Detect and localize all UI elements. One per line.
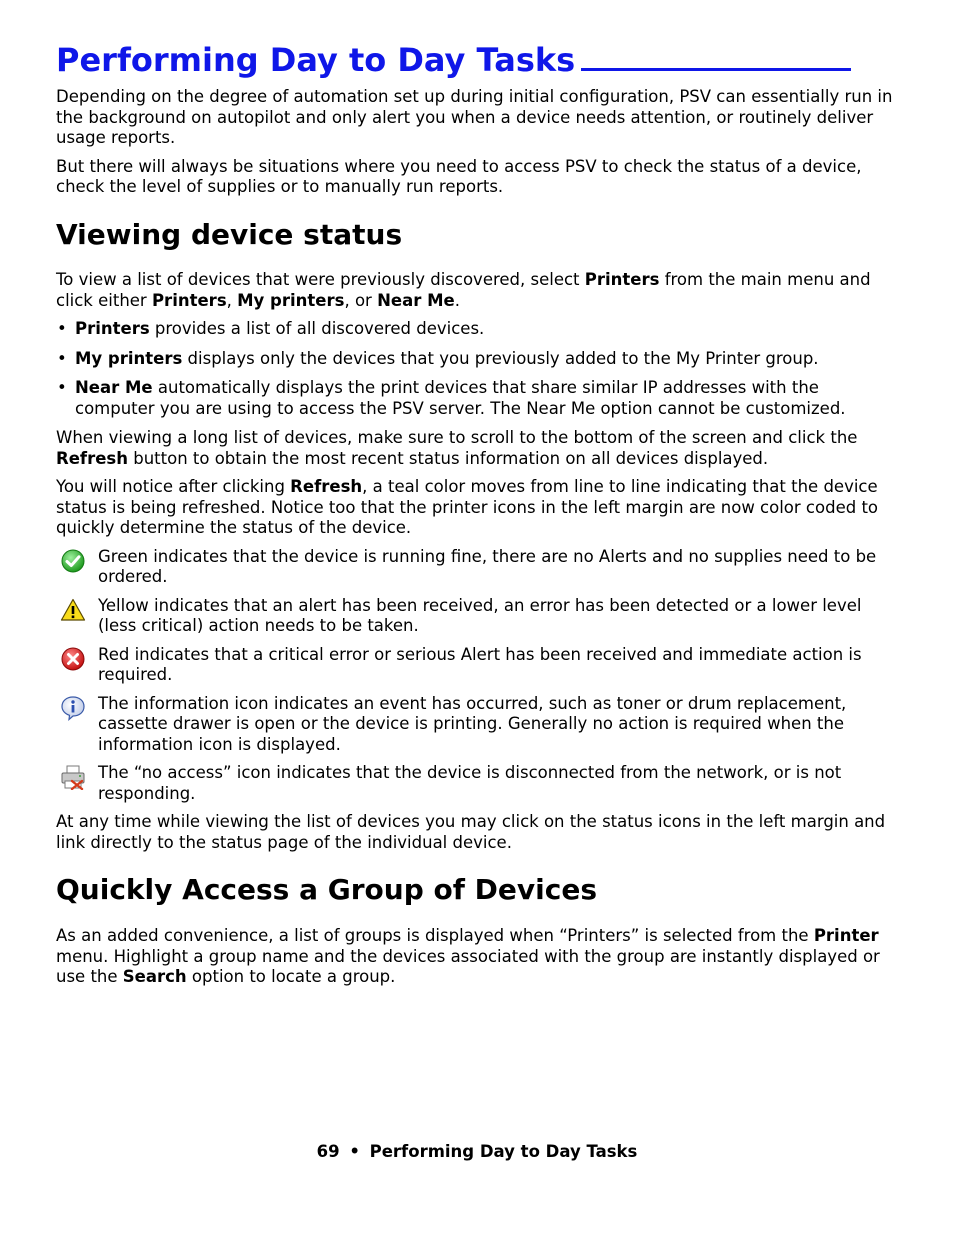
section-heading-viewing-device-status: Viewing device status — [56, 217, 403, 251]
status-legend-information: The information icon indicates an event has occurred, such as toner or drum replacement, cassette drawer is open or the device is printing. Generally no action is required when the information icon is displayed. — [56, 694, 896, 756]
status-legend-green: Green indicates that the device is running fine, there are no Alerts and no supplies need to be ordered. — [56, 547, 896, 588]
viewing-paragraph-4: At any time while viewing the list of devices you may click on the status icons in the left margin and link directly to the status page of the individual device. — [56, 812, 886, 852]
status-legend-yellow: Yellow indicates that an alert has been received, an error has been detected or a lower level (less critical) action needs to be taken. — [56, 596, 896, 637]
list-item: • My printers displays only the devices that you previously added to the My Printer group. — [56, 349, 896, 370]
information-icon — [60, 695, 86, 721]
page-number: 69 — [316, 1142, 340, 1161]
footer-label: Performing Day to Day Tasks — [369, 1142, 638, 1161]
yellow-warning-icon — [60, 597, 86, 623]
intro-paragraph-1: Depending on the degree of automation set up during initial configuration, PSV can essentially run in the background on autopilot and only alert you when a device needs attention, or routinely deliver usage reports. — [56, 87, 893, 147]
status-legend-red: Red indicates that a critical error or serious Alert has been received and immediate action is required. — [56, 645, 896, 686]
viewing-paragraph-1: To view a list of devices that were previously discovered, select Printers from the main menu and click either Printers, My printers, or Near Me. — [56, 270, 871, 310]
viewing-paragraph-3: You will notice after clicking Refresh, a teal color moves from line to line indicating that the device status is being refreshed. Notice too that the printer icons in the left margin are now color coded to quickly determine the status of the device. — [56, 477, 879, 538]
page-title: Performing Day to Day Tasks — [56, 40, 896, 80]
section-heading-quickly-access-group: Quickly Access a Group of Devices — [56, 873, 597, 907]
status-legend-no-access: The “no access” icon indicates that the device is disconnected from the network, or is not responding. — [56, 763, 896, 804]
green-check-icon — [60, 548, 86, 574]
footer-separator: • — [349, 1142, 360, 1161]
list-item: • Printers provides a list of all discovered devices. — [56, 319, 896, 340]
page-footer — [0, 1142, 954, 1161]
no-access-printer-icon — [60, 764, 86, 790]
list-item: • Near Me automatically displays the print devices that share similar IP addresses with the computer you are using to access the PSV server. The Near Me option cannot be customized. — [56, 378, 896, 419]
group-paragraph-1: As an added convenience, a list of groups is displayed when “Printers” is selected from the Printer menu. Highlight a group name and the devices associated with the group are instantly displayed or use the Search option to locate a group. — [56, 926, 880, 987]
view-options-list — [56, 319, 896, 419]
intro-paragraph-2: But there will always be situations where you need to access PSV to check the status of a device, check the level of supplies or to manually run reports. — [56, 156, 862, 196]
document-page — [56, 40, 896, 996]
title-rule — [581, 40, 851, 71]
red-error-icon — [60, 646, 86, 672]
viewing-paragraph-2: When viewing a long list of devices, make sure to scroll to the bottom of the screen and click the Refresh button to obtain the most recent status information on all devices displayed. — [56, 428, 858, 468]
